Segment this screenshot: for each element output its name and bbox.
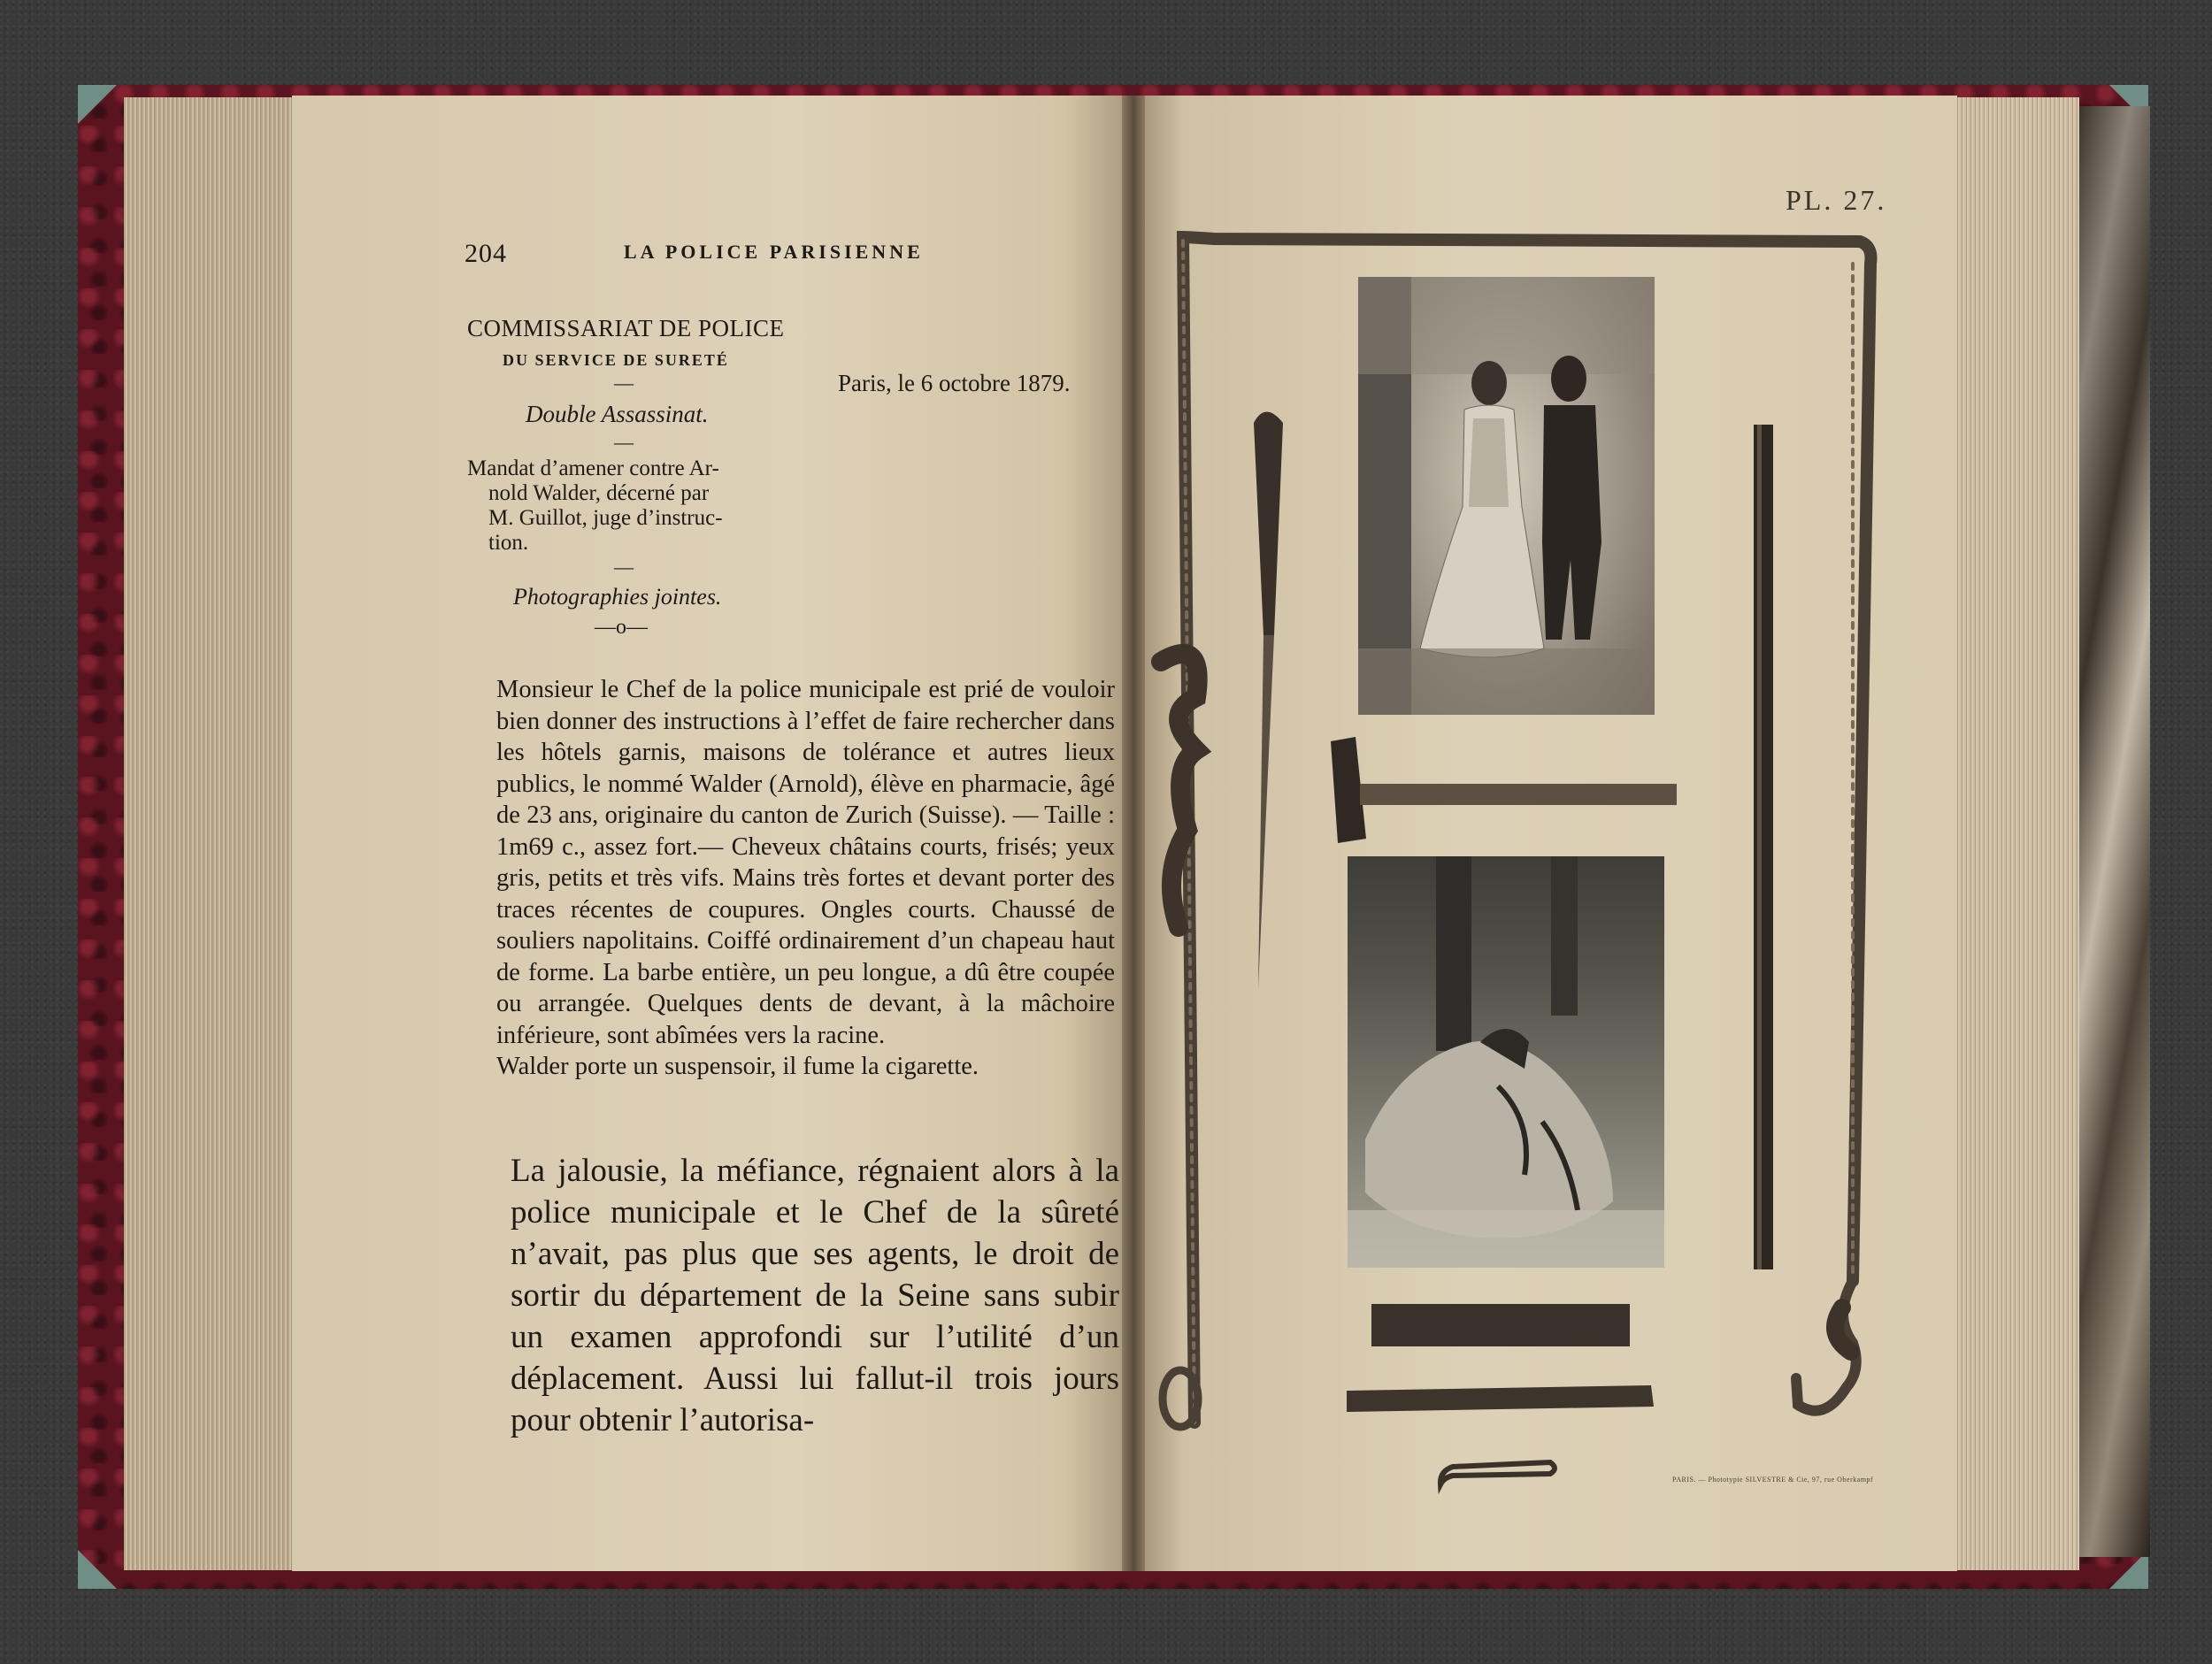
case-subject: Double Assassinat. xyxy=(526,401,709,427)
stick-image xyxy=(1347,1385,1654,1412)
separator-dash: — xyxy=(614,556,634,578)
man-head xyxy=(1551,356,1586,402)
warrant-line: tion. xyxy=(488,531,529,555)
warrant-line: nold Walder, décerné par xyxy=(488,481,710,505)
narrative-paragraph xyxy=(475,1150,1119,1441)
warrant-line: M. Guillot, juge d’instruc- xyxy=(488,506,723,530)
hammer-image xyxy=(1331,737,1677,843)
printer-credit: PARIS. — Phototypie SILVESTRE & Cie, 97, rue Oberkampf xyxy=(1672,1476,1874,1484)
suspect-habits: Walder porte un suspensoir, il fume la cigarette. xyxy=(496,1053,979,1080)
buckle-image xyxy=(1440,1462,1555,1484)
description-paragraph xyxy=(475,674,1115,1083)
letter-date: Paris, le 6 octobre 1879. xyxy=(838,370,1071,396)
photos-note: Photographies jointes. xyxy=(513,584,722,610)
strap-image xyxy=(1371,1304,1630,1346)
running-head: LA POLICE PARISIENNE xyxy=(624,241,924,263)
ornament: —o— xyxy=(595,616,648,639)
separator-dash: — xyxy=(614,372,634,394)
suspect-description: Monsieur le Chef de la police municipale est prié de vouloir bien donner des instructions à l’effet de faire rechercher dans les hôtels garnis, maisons de tolérance et autres lieux publics, le nommé Walder (Arnold), élève en pharmacie, âgé de 23 ans, originaire du canton de Zurich (Suisse). — Taille : 1m69 c., assez fort.— Cheveux châtains courts, frisés; yeux gris, petits et très vifs. Mains très fortes et devant porter des traces récentes de coupures. Ongles courts. Chaussé de souliers napolitains. Coiffé ordinairement d’un chapeau haut de forme. La barbe entière, un peu longue, a dû être coupée ou arrangée. Quelques dents de devant, à la mâchoire inférieure, sont abîmées vers la racine. xyxy=(496,676,1115,1049)
service-heading: DU SERVICE DE SURETÉ xyxy=(503,351,729,369)
dagger-image xyxy=(1254,412,1283,990)
cane-image xyxy=(1754,425,1773,1269)
page-edges-right xyxy=(1947,97,2079,1570)
page-edges-left xyxy=(124,97,301,1570)
separator-dash: — xyxy=(614,431,634,453)
page-header xyxy=(465,239,924,269)
plate-label: PL. 27. xyxy=(1786,184,1887,216)
couple-photograph xyxy=(1358,277,1655,715)
commissariat-heading: COMMISSARIAT DE POLICE xyxy=(467,315,785,341)
warrant-note xyxy=(467,456,795,556)
page-number: 204 xyxy=(465,239,507,268)
narrative-text: La jalousie, la méfiance, régnaient alors à la police municipale et le Chef de la sûreté n’avait, pas plus que ses agents, le droit de sortir du département de la Seine sans subir un examen approfondi sur l’utilité d’un déplacement. Aussi lui fallut-il trois jours pour obtenir l’autorisa- xyxy=(511,1153,1119,1438)
crime-scene-photograph xyxy=(1348,856,1664,1268)
woman-head xyxy=(1471,361,1507,405)
warrant-line: Mandat d’amener contre Ar- xyxy=(467,456,719,480)
marbled-endpaper xyxy=(2070,106,2150,1557)
